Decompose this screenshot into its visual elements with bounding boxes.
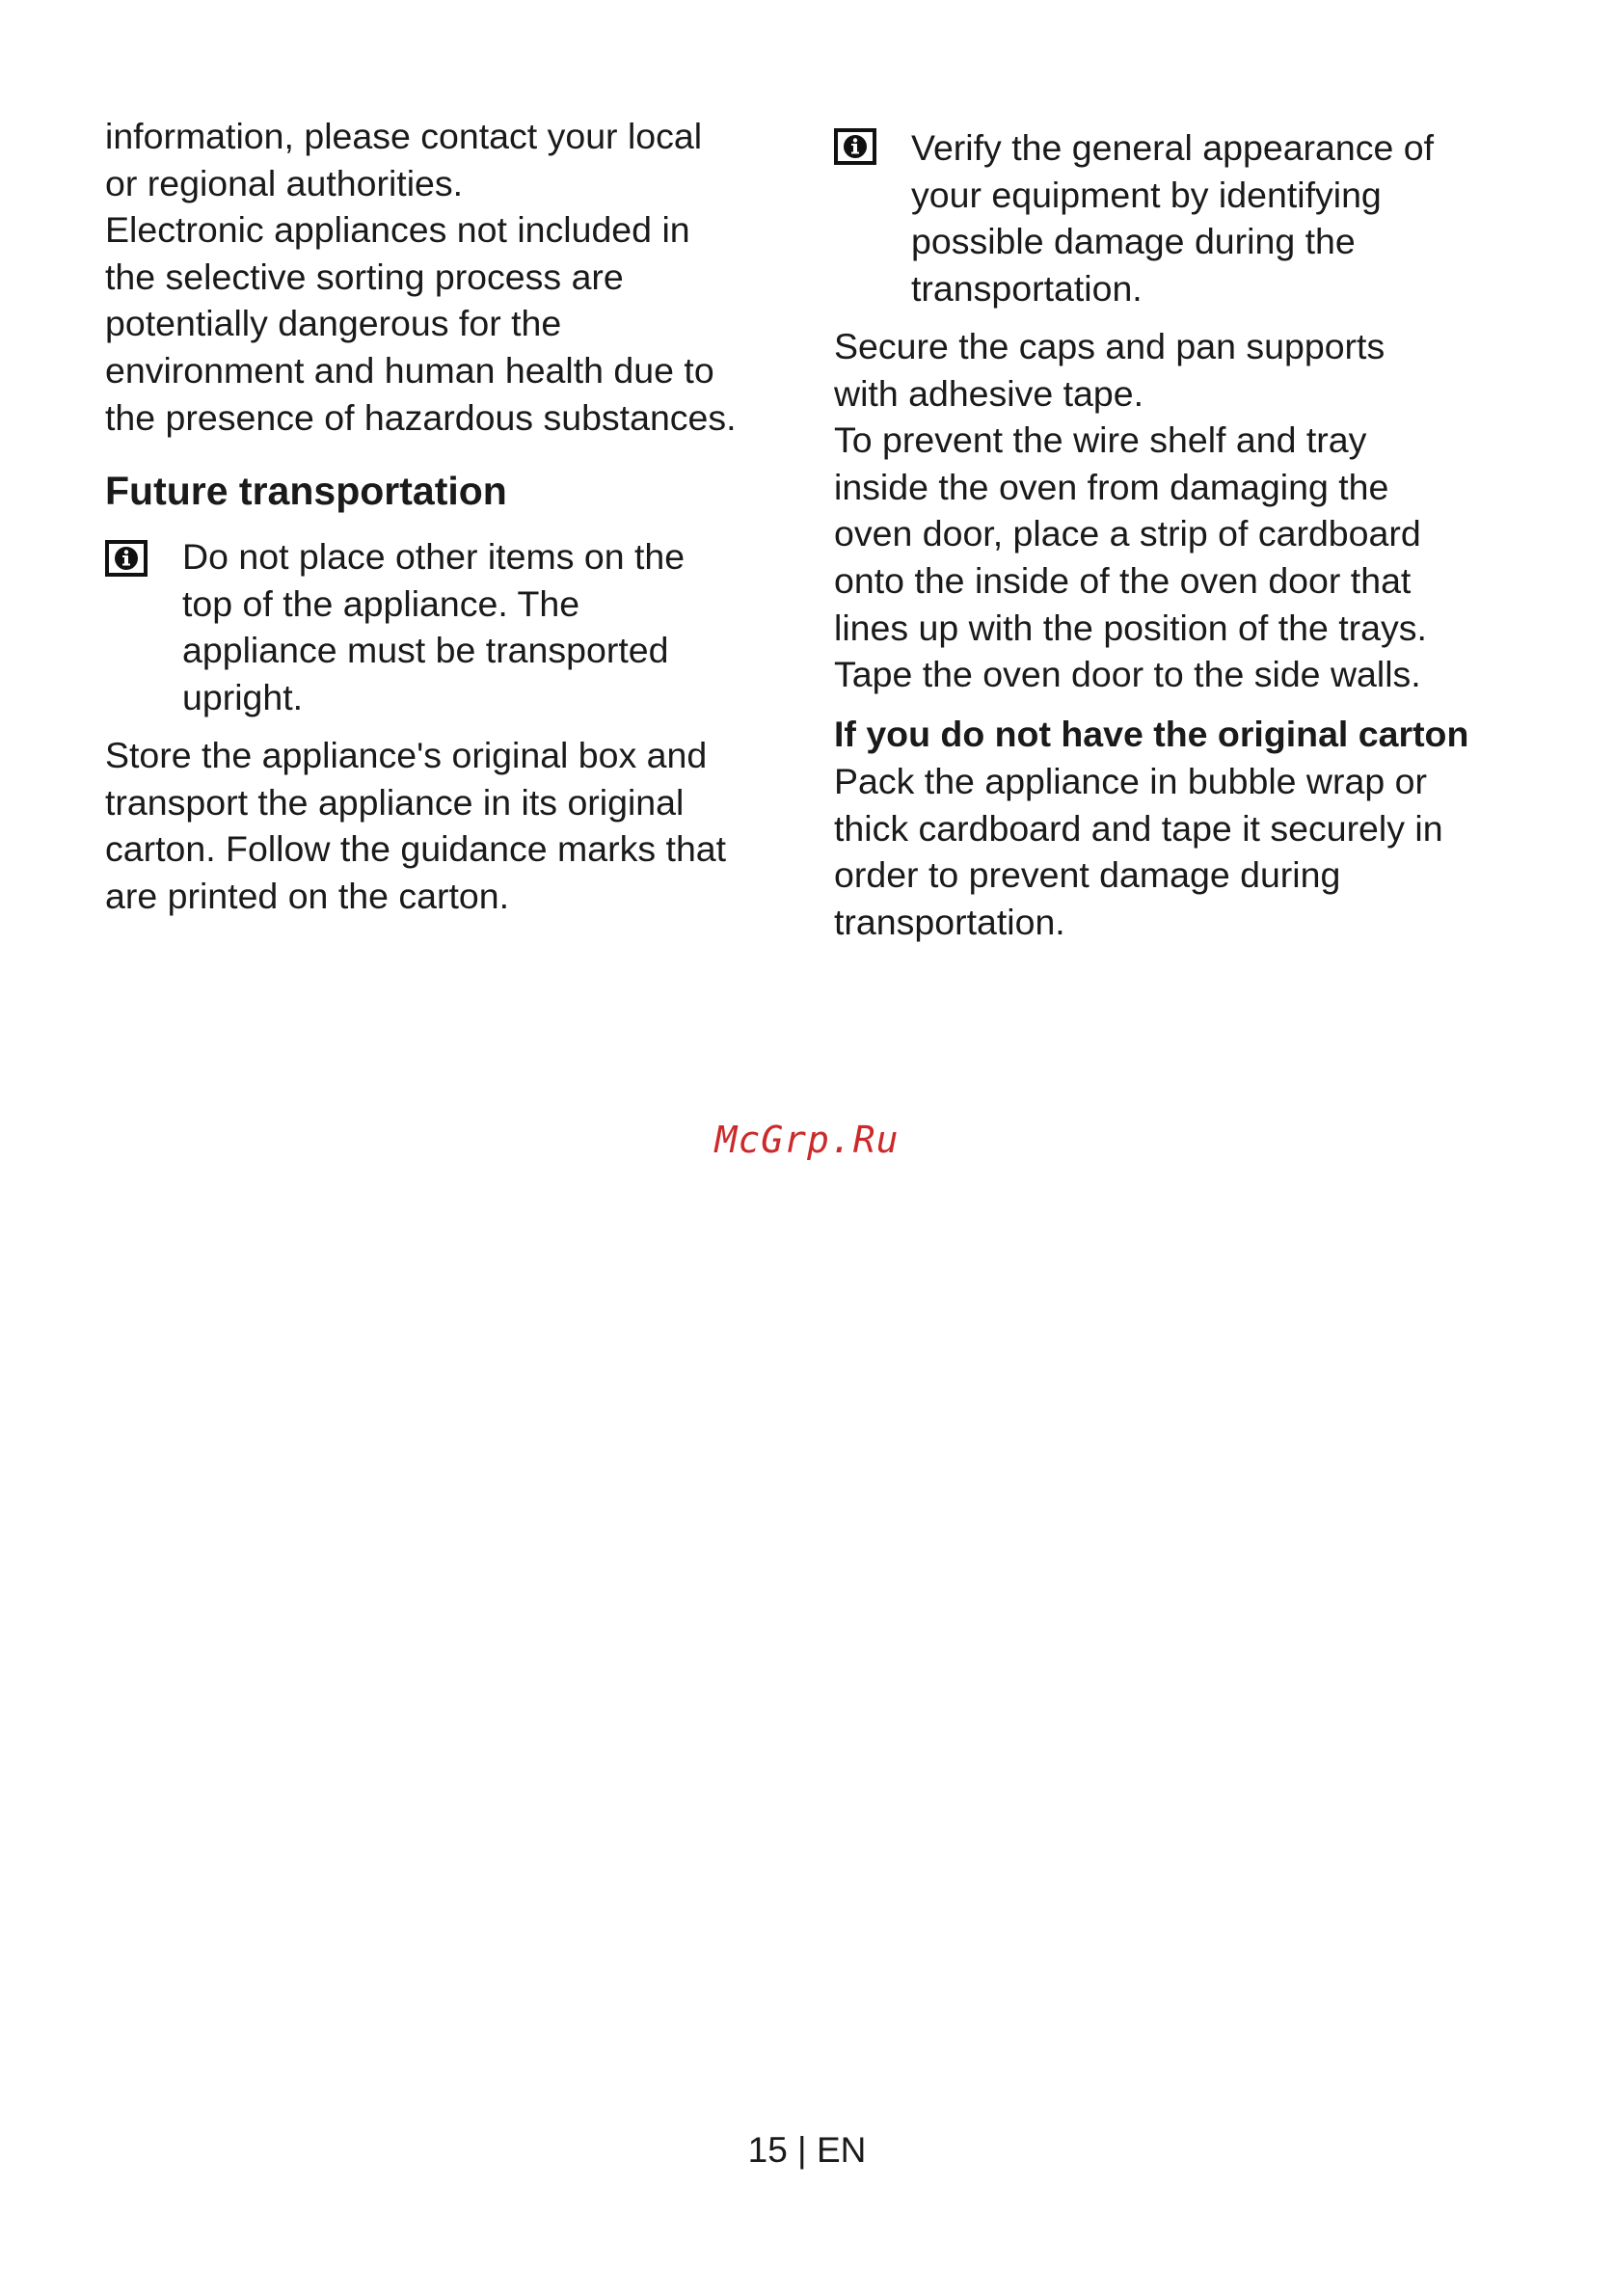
page-number-footer: 15 | EN [747,2130,867,2170]
info-icon [834,128,876,165]
secure-paragraph: Secure the caps and pan supports with adhesive tape. To prevent the wire shelf and tray inside the oven from damaging the oven door, place a strip of cardboard onto the inside of the oven door that lines up with the position of the trays. Tape the oven door to the side walls. [834,326,1427,695]
pack-paragraph: Pack the appliance in bubble wrap or thick cardboard and tape it securely in order to prevent damage during transportation. [834,761,1443,942]
info-icon [105,540,148,577]
section-heading-future-transportation: Future transportation [105,469,507,513]
info-note-text: Verify the general appearance of your equipment by identifying possible damage during the transportation. [911,127,1435,309]
store-paragraph: Store the appliance's original box and transport the appliance in its original carton. Follow the guidance marks that are printed on the carton. [105,735,727,916]
intro-paragraph: information, please contact your local or regional authorities. Electronic appliances not included in the selective sorting process are potentially dangerous for the environment and human health due to the presence of hazardous substances. [105,116,737,438]
watermark: McGrp.Ru [714,1119,900,1161]
info-note-text: Do not place other items on the top of the appliance. The appliance must be transported upright. [182,536,686,717]
subheading-no-original-carton: If you do not have the original carton [834,714,1469,754]
